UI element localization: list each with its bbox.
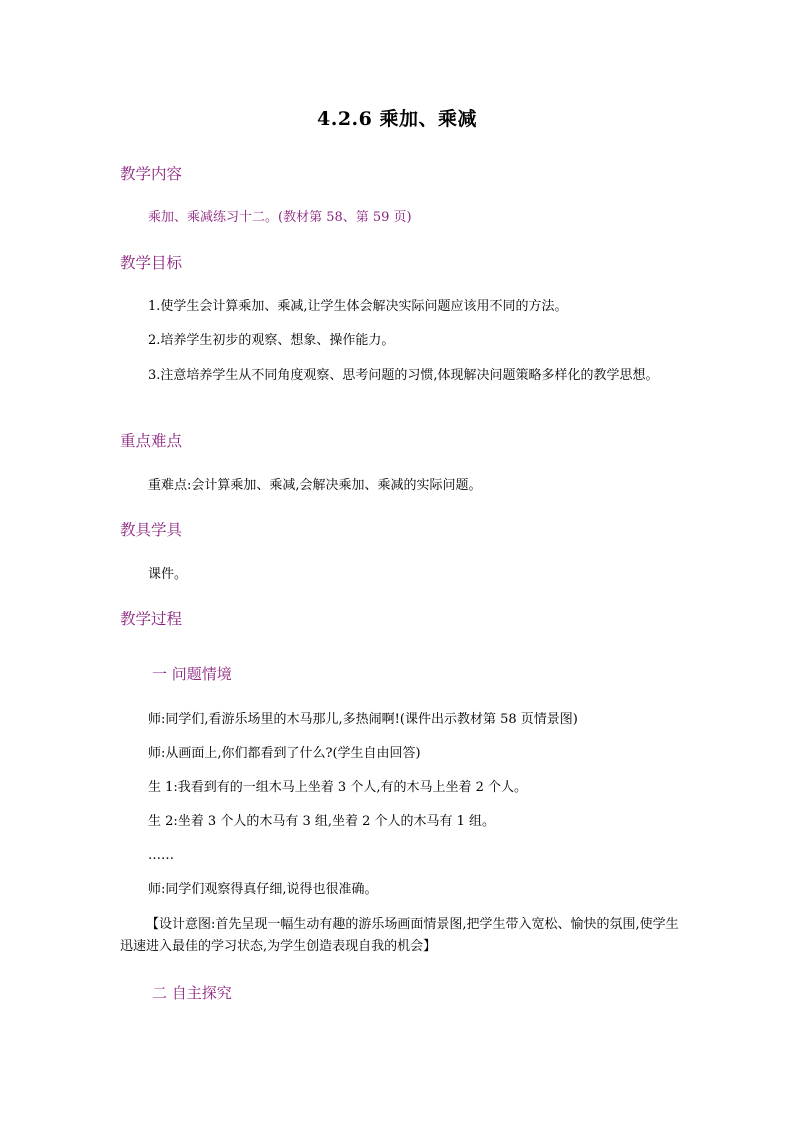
dialog-line-2: 师:从画面上,你们都看到了什么?(学生自由回答): [148, 746, 421, 761]
goal-item-1: 1.使学生会计算乘加、乘减,让学生体会解决实际问题应该用不同的方法。: [148, 299, 568, 314]
step-2-heading: 二 自主探究: [152, 984, 232, 1002]
heading-teaching-goals: 教学目标: [120, 254, 183, 272]
heading-teaching-content: 教学内容: [120, 165, 183, 183]
teaching-tools-text: 课件。: [148, 567, 188, 582]
heading-key-points: 重点难点: [120, 432, 183, 450]
dialog-line-3: 生 1:我看到有的一组木马上坐着 3 个人,有的木马上坐着 2 个人。: [148, 780, 527, 795]
goal-item-2: 2.培养学生初步的观察、想象、操作能力。: [148, 333, 395, 348]
key-points-text: 重难点:会计算乘加、乘减,会解决乘加、乘减的实际问题。: [148, 478, 482, 493]
design-intent-note: 【设计意图:首先呈现一幅生动有趣的游乐场画面情景图,把学生带入宽松、愉快的氛围,使学生迅速进入最佳的学习状态,为学生创造表现自我的机会】: [120, 917, 679, 954]
teaching-content-text: 乘加、乘减练习十二。(教材第 58、第 59 页): [148, 210, 412, 225]
dialog-ellipsis: ……: [148, 848, 174, 863]
goal-item-3: 3.注意培养学生从不同角度观察、思考问题的习惯,体现解决问题策略多样化的教学思想。: [148, 368, 659, 383]
dialog-line-1: 师:同学们,看游乐场里的木马那儿,多热闹啊!(课件出示教材第 58 页情景图): [148, 712, 578, 727]
heading-teaching-process: 教学过程: [120, 610, 183, 628]
step-1-heading: 一 问题情境: [152, 665, 232, 683]
page-title: 4.2.6 乘加、乘减: [316, 108, 477, 130]
heading-teaching-tools: 教具学具: [120, 521, 183, 539]
dialog-line-5: 师:同学们观察得真仔细,说得也很准确。: [148, 882, 378, 897]
dialog-line-4: 生 2:坐着 3 个人的木马有 3 组,坐着 2 个人的木马有 1 组。: [148, 814, 496, 829]
